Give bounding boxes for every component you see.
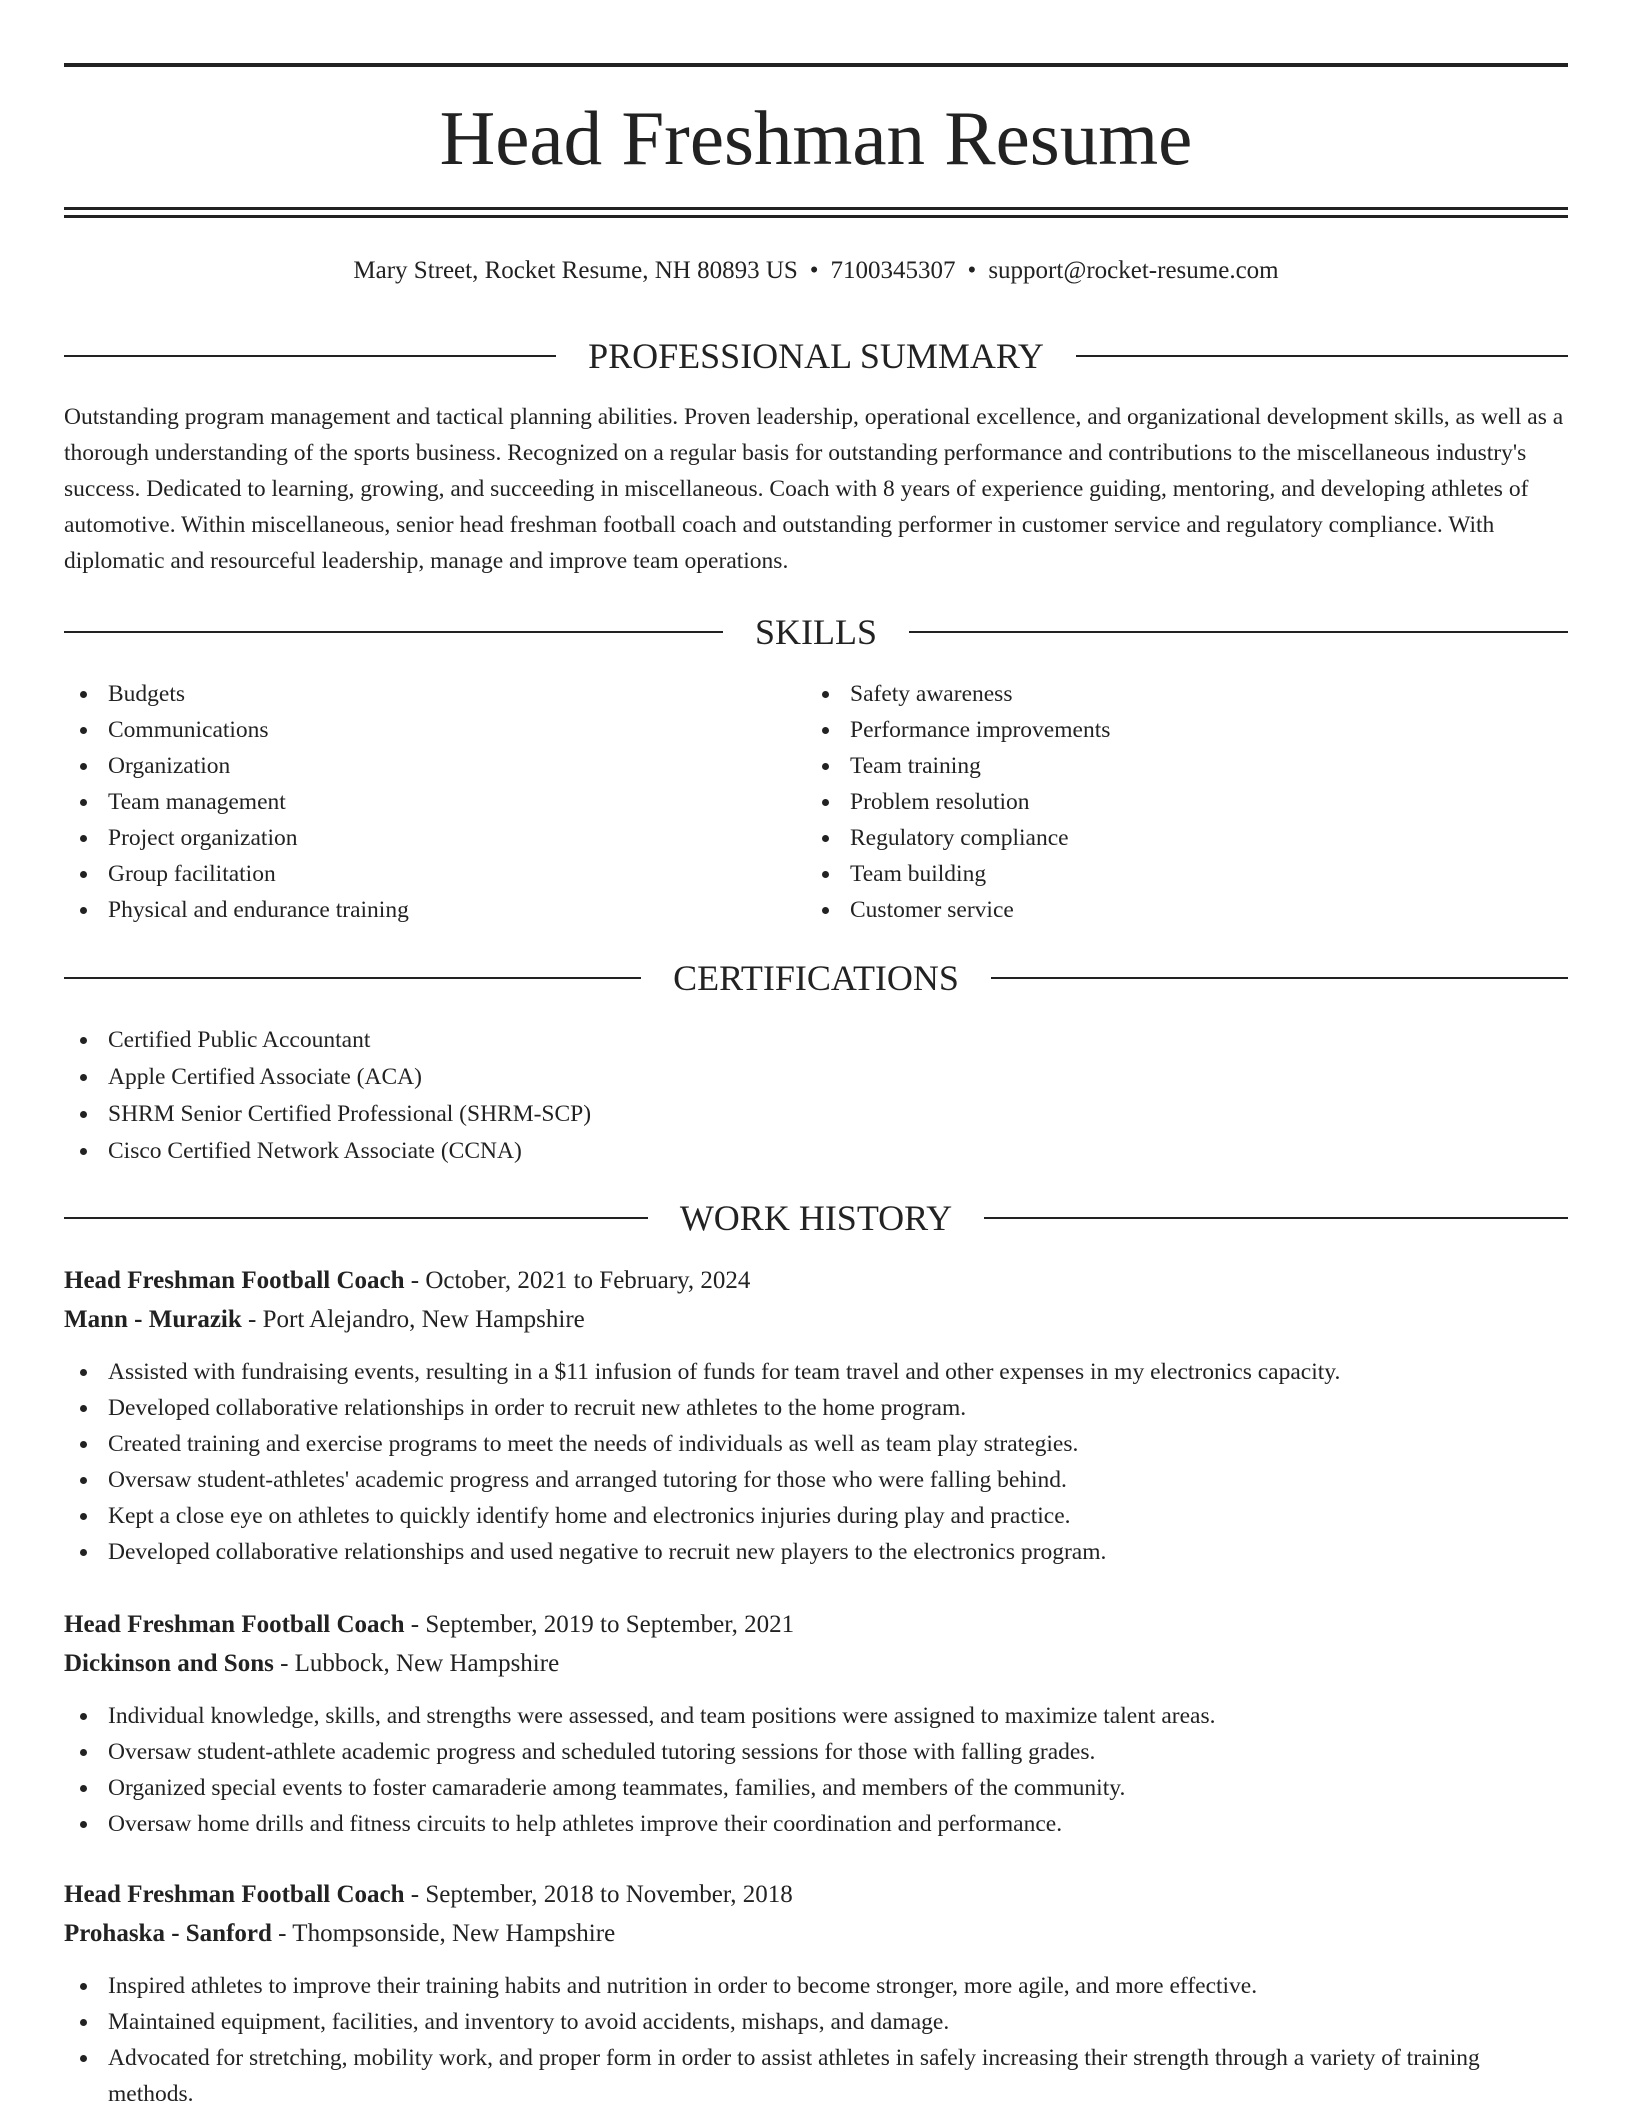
resume-title: Head Freshman Resume	[439, 95, 1193, 181]
job-location: - Lubbock, New Hampshire	[273, 1650, 560, 1677]
list-item: Developed collaborative relationships in order to recruit new athletes to the home program.	[64, 1390, 1568, 1426]
section-heading-work-history	[64, 1196, 1568, 1240]
job-location: - Port Alejandro, New Hampshire	[241, 1306, 585, 1333]
list-item: Oversaw student-athletes' academic progress and arranged tutoring for those who were falling behind.	[64, 1462, 1568, 1498]
job-entry	[64, 1261, 1568, 1570]
job-dates: - October, 2021 to February, 2024	[404, 1267, 751, 1294]
skills-list-right	[806, 676, 1546, 928]
heading-rule	[1076, 355, 1568, 357]
list-item: Communications	[64, 712, 804, 748]
list-item: Project organization	[64, 820, 804, 856]
title-rule-lower	[64, 215, 1568, 218]
job-bullets	[64, 1354, 1568, 1570]
job-entry	[64, 1605, 1568, 1842]
heading-rule	[64, 1217, 648, 1219]
job-dates: - September, 2018 to November, 2018	[404, 1881, 793, 1908]
contact-phone: 7100345307	[830, 257, 956, 284]
section-title: CERTIFICATIONS	[673, 958, 959, 998]
list-item: Budgets	[64, 676, 804, 712]
certifications-list	[64, 1022, 1568, 1170]
section-heading-certifications	[64, 956, 1568, 1000]
list-item: Team training	[806, 748, 1546, 784]
list-item: Customer service	[806, 892, 1546, 928]
heading-rule	[64, 631, 723, 633]
list-item: Cisco Certified Network Associate (CCNA)	[64, 1133, 1568, 1170]
job-title: Head Freshman Football Coach	[64, 1267, 405, 1294]
job-company-line	[64, 1914, 1568, 1953]
job-company: Prohaska - Sanford	[64, 1920, 272, 1947]
list-item: Certified Public Accountant	[64, 1022, 1568, 1059]
list-item: Individual knowledge, skills, and strengths were assessed, and team positions were assigned to maximize talent areas.	[64, 1698, 1568, 1734]
job-title-line	[64, 1875, 1568, 1914]
contact-separator: •	[967, 257, 977, 284]
job-title: Head Freshman Football Coach	[64, 1611, 405, 1638]
heading-rule	[991, 977, 1568, 979]
job-bullets	[64, 1968, 1568, 2112]
list-item: Physical and endurance training	[64, 892, 804, 928]
job-company: Dickinson and Sons	[64, 1650, 274, 1677]
title-rule-upper	[64, 207, 1568, 210]
list-item: Oversaw student-athlete academic progress and scheduled tutoring sessions for those with falling grades.	[64, 1734, 1568, 1770]
list-item: Created training and exercise programs to meet the needs of individuals as well as team play strategies.	[64, 1426, 1568, 1462]
section-heading-skills	[64, 610, 1568, 654]
list-item: Safety awareness	[806, 676, 1546, 712]
list-item: Kept a close eye on athletes to quickly identify home and electronics injuries during play and practice.	[64, 1498, 1568, 1534]
list-item: Group facilitation	[64, 856, 804, 892]
heading-rule	[64, 977, 641, 979]
list-item: Developed collaborative relationships and used negative to recruit new players to the electronics program.	[64, 1534, 1568, 1570]
list-item: SHRM Senior Certified Professional (SHRM-SCP)	[64, 1096, 1568, 1133]
contact-separator: •	[809, 257, 819, 284]
list-item: Maintained equipment, facilities, and inventory to avoid accidents, mishaps, and damage.	[64, 2004, 1568, 2040]
list-item: Assisted with fundraising events, resulting in a $11 infusion of funds for team travel and other expenses in my electronics capacity.	[64, 1354, 1568, 1390]
job-company: Mann - Murazik	[64, 1306, 242, 1333]
skills-list-left	[64, 676, 804, 928]
job-company-line	[64, 1644, 1568, 1683]
professional-summary: Outstanding program management and tactical planning abilities. Proven leadership, operational excellence, and organizational development skills, as well as a thorough understanding of the sports business. Recognized on a regular basis for outstanding performance and contributions to the miscellaneous industry's success. Dedicated to learning, growing, and succeeding in miscellaneous. Coach with 8 years of experience guiding, mentoring, and developing athletes of automotive. Within miscellaneous, senior head freshman football coach and outstanding performer in customer service and regulatory compliance. With diplomatic and resourceful leadership, manage and improve team operations.	[64, 404, 1564, 574]
job-entry	[64, 1875, 1568, 2112]
contact-address: Mary Street, Rocket Resume, NH 80893 US	[353, 257, 798, 284]
list-item: Organized special events to foster camaraderie among teammates, families, and members of the community.	[64, 1770, 1568, 1806]
job-title: Head Freshman Football Coach	[64, 1881, 405, 1908]
contact-line	[64, 254, 1568, 288]
heading-rule	[64, 355, 556, 357]
top-rule	[64, 63, 1568, 67]
job-title-line	[64, 1261, 1568, 1300]
list-item: Advocated for stretching, mobility work, and proper form in order to assist athletes in safely increasing their strength through a variety of training methods.	[64, 2040, 1568, 2112]
list-item: Apple Certified Associate (ACA)	[64, 1059, 1568, 1096]
job-dates: - September, 2019 to September, 2021	[404, 1611, 795, 1638]
list-item: Inspired athletes to improve their training habits and nutrition in order to become stronger, more agile, and more effective.	[64, 1968, 1568, 2004]
section-title: WORK HISTORY	[679, 1198, 953, 1238]
list-item: Problem resolution	[806, 784, 1546, 820]
list-item: Team building	[806, 856, 1546, 892]
job-company-line	[64, 1300, 1568, 1339]
list-item: Performance improvements	[806, 712, 1546, 748]
section-title: PROFESSIONAL SUMMARY	[588, 336, 1044, 376]
section-title: SKILLS	[755, 612, 878, 652]
list-item: Oversaw home drills and fitness circuits to help athletes improve their coordination and performance.	[64, 1806, 1568, 1842]
job-bullets	[64, 1698, 1568, 1842]
heading-rule	[909, 631, 1568, 633]
section-heading-summary	[64, 334, 1568, 378]
list-item: Team management	[64, 784, 804, 820]
heading-rule	[984, 1217, 1568, 1219]
contact-email: support@rocket-resume.com	[988, 257, 1279, 284]
list-item: Organization	[64, 748, 804, 784]
job-title-line	[64, 1605, 1568, 1644]
list-item: Regulatory compliance	[806, 820, 1546, 856]
job-location: - Thompsonside, New Hampshire	[271, 1920, 616, 1947]
